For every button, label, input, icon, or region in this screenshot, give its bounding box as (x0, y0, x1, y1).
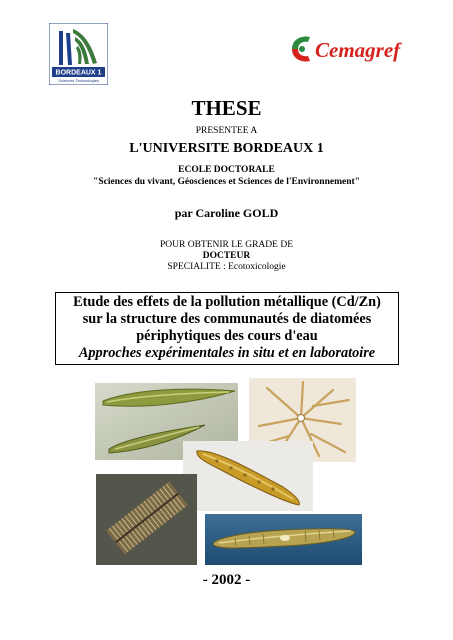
degree-intro: POUR OBTENIR LE GRADE DE (160, 240, 293, 250)
cemagref-logo-text: Cemagref (315, 38, 401, 62)
diatom-photo-pinnularia (205, 514, 362, 565)
bordeaux-logo-text: BORDEAUX 1 (55, 69, 102, 77)
diatom-photo-fragilaria-colony (96, 474, 197, 565)
universite-bordeaux-logo (49, 23, 108, 85)
document-title: THESE (191, 96, 262, 120)
thesis-year: - 2002 - (202, 572, 251, 588)
presentee-label: PRESENTEE A (195, 126, 258, 136)
diatom-photo-nitzschia (183, 441, 313, 511)
degree-grade: DOCTEUR (202, 251, 251, 261)
university-name: L'UNIVERSITE BORDEAUX 1 (129, 141, 324, 156)
doctoral-programme: "Sciences du vivant, Géosciences et Sciences de l'Environnement" (93, 177, 360, 187)
doctoral-school: ECOLE DOCTORALE (178, 165, 275, 175)
thesis-title-line-1: Etude des effets de la pollution métallique (Cd/Zn) (73, 294, 381, 310)
cemagref-logo (288, 29, 413, 69)
thesis-subtitle: Approches expérimentales in situ et en laboratoire (78, 345, 376, 361)
bordeaux-logo-subtitle: Sciences Technologies (58, 78, 99, 83)
degree-specialite: SPECIALITE : Ecotoxicologie (167, 262, 286, 272)
thesis-title-line-3: périphytiques des cours d'eau (136, 328, 318, 344)
author-name: par Caroline GOLD (174, 206, 279, 220)
thesis-title-box (55, 292, 399, 365)
thesis-title-line-2: sur la structure des communautés de diatomées (82, 311, 372, 327)
